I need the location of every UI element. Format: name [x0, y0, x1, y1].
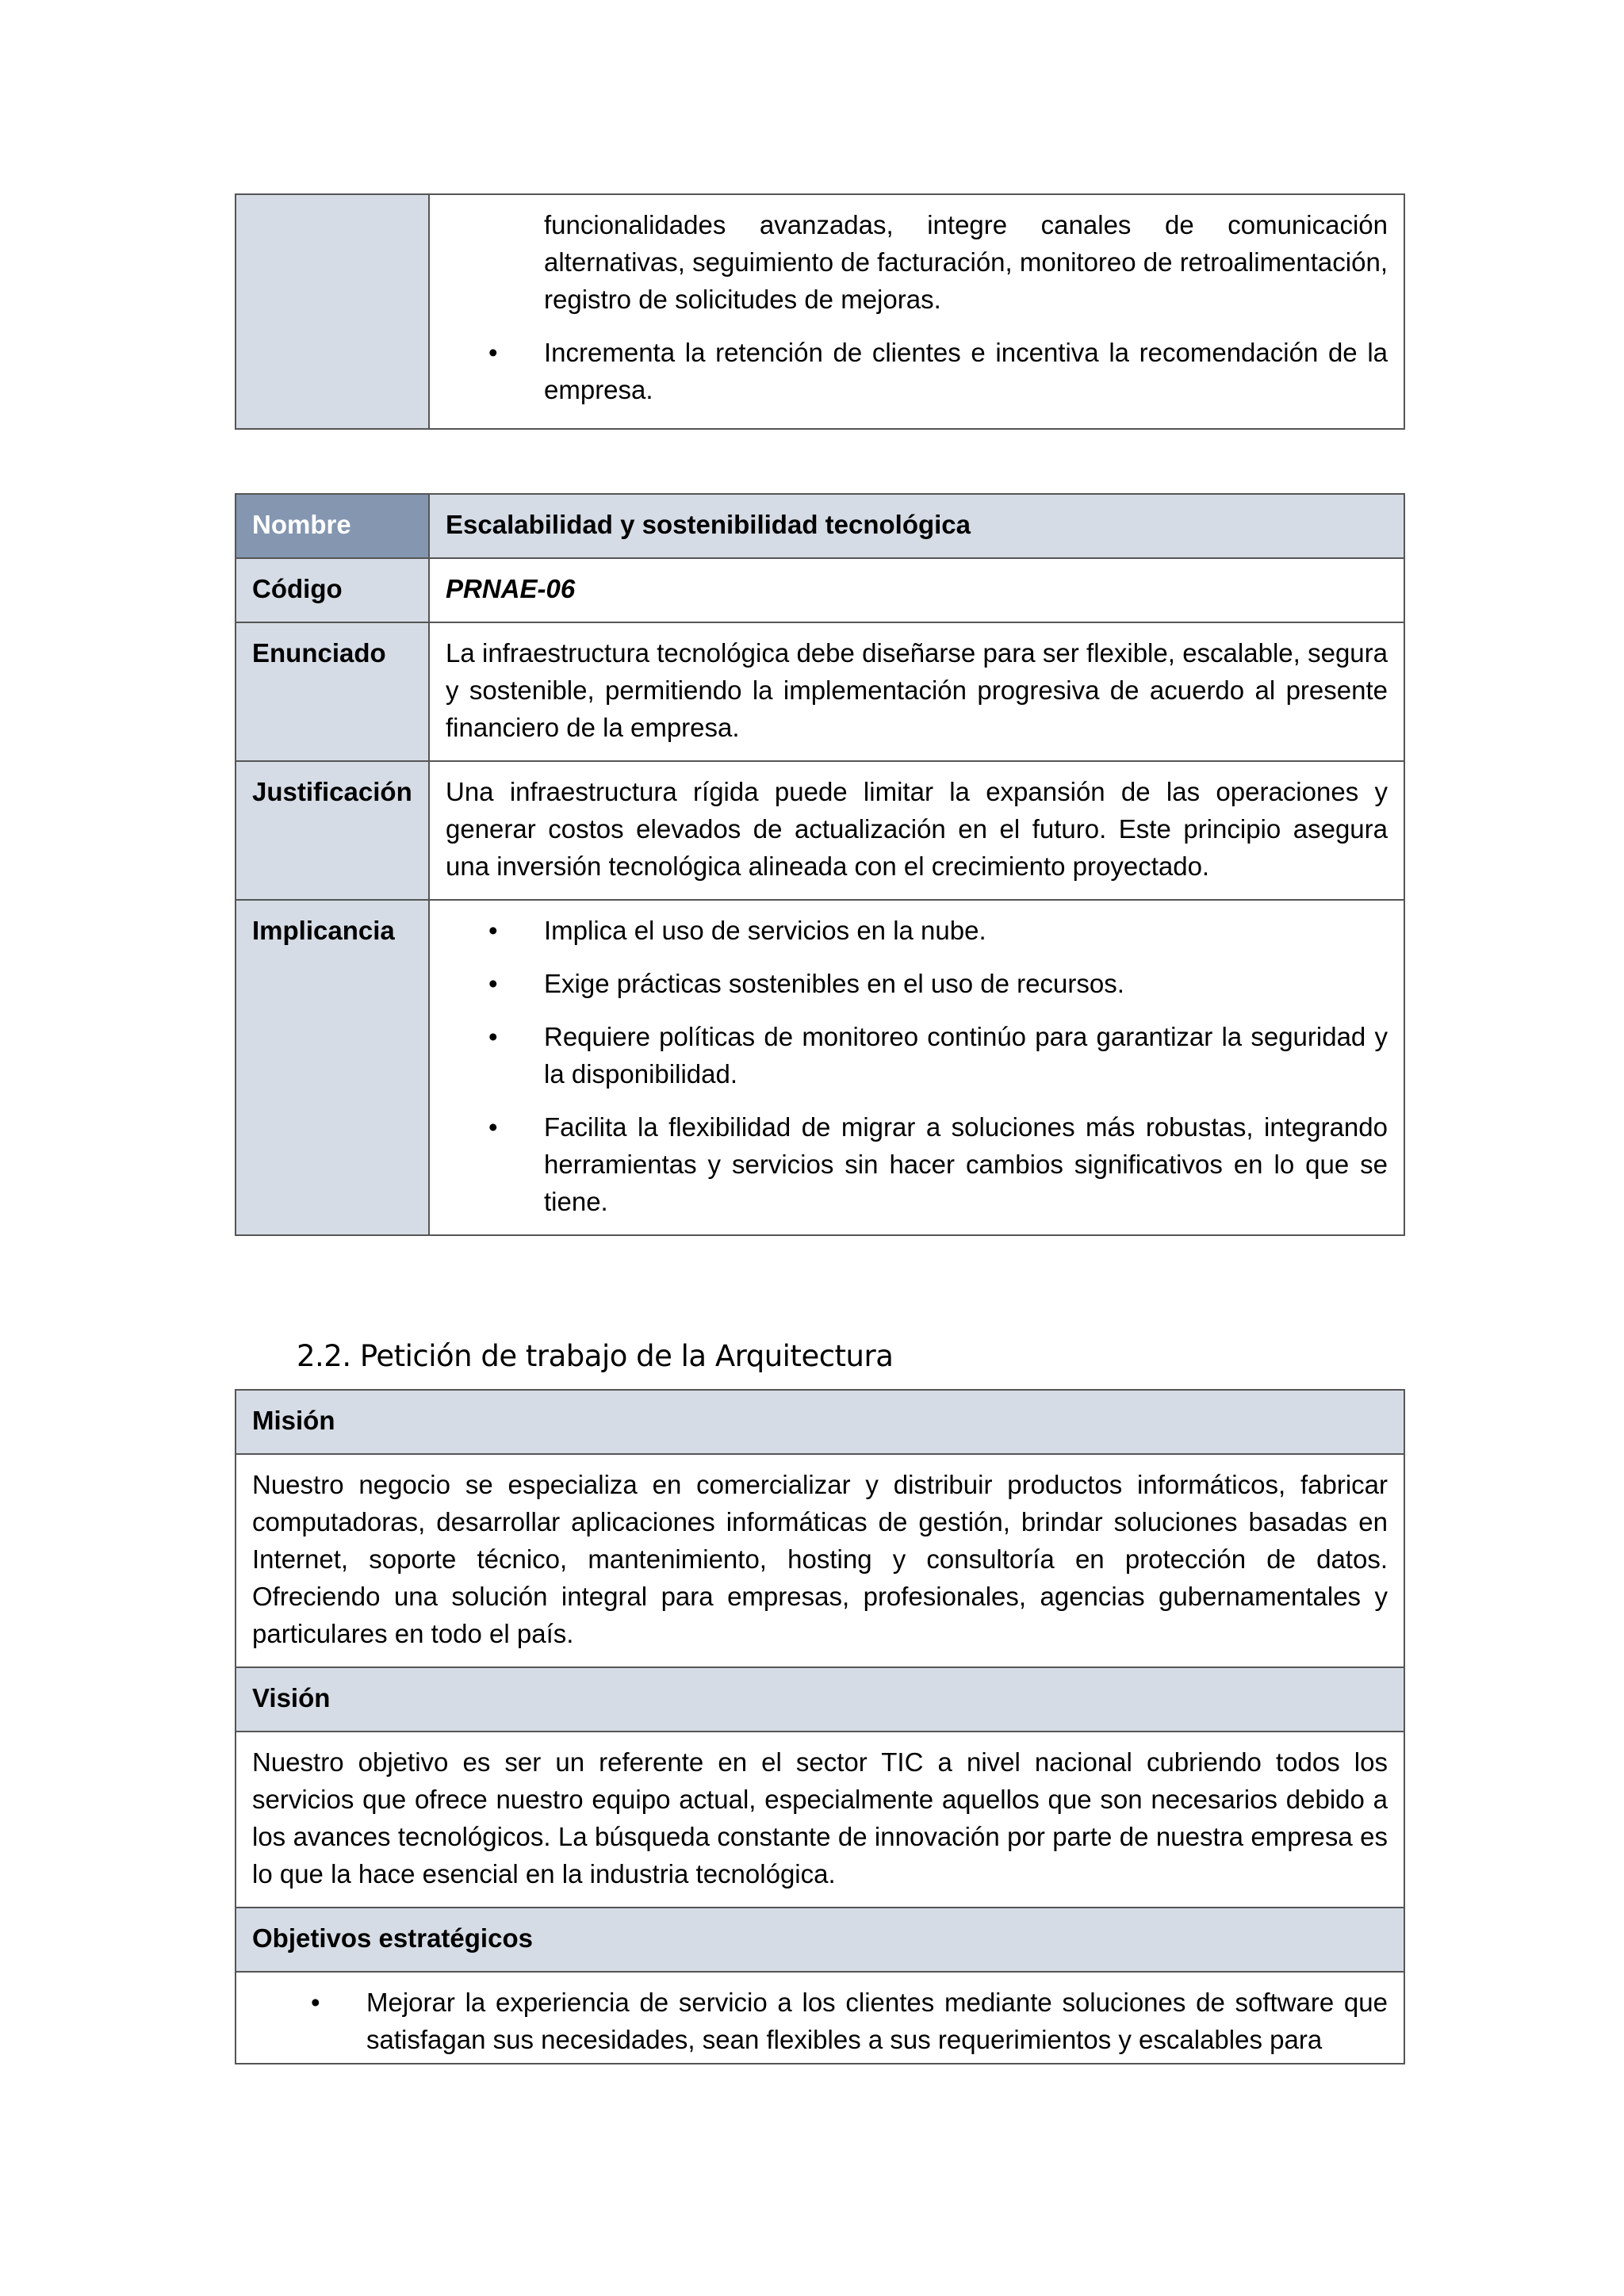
list-item-text: Mejorar la experiencia de servicio a los clientes mediante soluciones de software que satisfagan sus necesidades, sean flexibles a sus requerimientos y escalables para	[366, 1988, 1388, 2054]
list-item	[446, 965, 1388, 1002]
list-item	[446, 912, 1388, 949]
implicancia-row	[236, 900, 1404, 1235]
objetivos-list-row	[236, 1972, 1404, 2064]
enunciado-label: Enunciado	[236, 622, 429, 761]
list-item	[252, 1984, 1388, 2058]
implicancia-cell	[429, 900, 1404, 1235]
mision-text-row	[236, 1454, 1404, 1667]
enunciado-row	[236, 622, 1404, 761]
bullet-icon: •	[311, 1988, 320, 2017]
codigo-row	[236, 558, 1404, 622]
work-request-table	[235, 1389, 1405, 2064]
list-item-text: Requiere políticas de monitoreo continúo para garantizar la seguridad y la disponibilidad.	[544, 1022, 1388, 1089]
vision-text: Nuestro objetivo es ser un referente en el sector TIC a nivel nacional cubriendo todos los servicios que ofrece nuestro equipo actual, especialmente aquellos que son necesarios debido a los avances tecnológicos. La búsqueda constante de innovación por parte de nuestra empresa es lo que la hace esencial en la industria tecnológica.	[236, 1732, 1404, 1908]
mision-label: Misión	[236, 1390, 1404, 1454]
section-heading: 2.2. Petición de trabajo de la Arquitectura	[297, 1339, 894, 1373]
codigo-label: Código	[236, 558, 429, 622]
mision-header-row	[236, 1390, 1404, 1454]
objetivos-header-row	[236, 1908, 1404, 1972]
implicancia-cell	[429, 194, 1404, 429]
implicancia-row-continued	[236, 194, 1404, 429]
objetivos-label: Objetivos estratégicos	[236, 1908, 1404, 1972]
enunciado-value: La infraestructura tecnológica debe diseñarse para ser flexible, escalable, segura y sostenible, permitiendo la implementación progresiva de acuerdo al presente financiero de la empresa.	[429, 622, 1404, 761]
nombre-value: Escalabilidad y sostenibilidad tecnológica	[429, 494, 1404, 558]
codigo-value: PRNAE-06	[429, 558, 1404, 622]
objetivos-cell	[236, 1972, 1404, 2064]
list-item	[446, 334, 1388, 408]
nombre-label: Nombre	[236, 494, 429, 558]
vision-header-row	[236, 1667, 1404, 1732]
bullet-icon: •	[488, 1022, 498, 1051]
list-item-text: Incrementa la retención de clientes e incentiva la recomendación de la empresa.	[544, 338, 1388, 404]
principle-table-prnae-06	[235, 493, 1405, 1236]
continuation-text: funcionalidades avanzadas, integre canales de comunicación alternativas, seguimiento de facturación, monitoreo de retroalimentación, registro de solicitudes de mejoras.	[544, 210, 1388, 314]
principle-table-continuation	[235, 193, 1405, 430]
list-item-text: Facilita la flexibilidad de migrar a soluciones más robustas, integrando herramientas y servicios sin hacer cambios significativos en lo que se tiene.	[544, 1112, 1388, 1216]
justificacion-label: Justificación	[236, 761, 429, 900]
list-item	[446, 1108, 1388, 1220]
objetivos-list	[252, 1984, 1388, 2058]
mision-text: Nuestro negocio se especializa en comercializar y distribuir productos informáticos, fabricar computadoras, desarrollar aplicaciones informáticas de gestión, brindar soluciones basadas en Internet, soporte técnico, mantenimiento, hosting y consultoría en protección de datos. Ofreciendo una solución integral para empresas, profesionales, agencias gubernamentales y particulares en todo el país.	[236, 1454, 1404, 1667]
list-item	[446, 1018, 1388, 1093]
list-item-text: Implica el uso de servicios en la nube.	[544, 916, 986, 945]
list-item-text: Exige prácticas sostenibles en el uso de recursos.	[544, 969, 1124, 998]
justificacion-row	[236, 761, 1404, 900]
vision-label: Visión	[236, 1667, 1404, 1732]
nombre-row	[236, 494, 1404, 558]
vision-text-row	[236, 1732, 1404, 1908]
justificacion-value: Una infraestructura rígida puede limitar la expansión de las operaciones y generar costos elevados de actualización en el futuro. Este principio asegura una inversión tecnológica alineada con el crecimiento proyectado.	[429, 761, 1404, 900]
label-cell-empty	[236, 194, 429, 429]
bullet-icon: •	[488, 969, 498, 998]
implicancia-list	[446, 912, 1388, 1220]
bullet-icon: •	[488, 1112, 498, 1142]
implicancia-list	[446, 334, 1388, 408]
implicancia-label: Implicancia	[236, 900, 429, 1235]
bullet-icon: •	[488, 916, 498, 945]
bullet-icon: •	[488, 338, 498, 367]
